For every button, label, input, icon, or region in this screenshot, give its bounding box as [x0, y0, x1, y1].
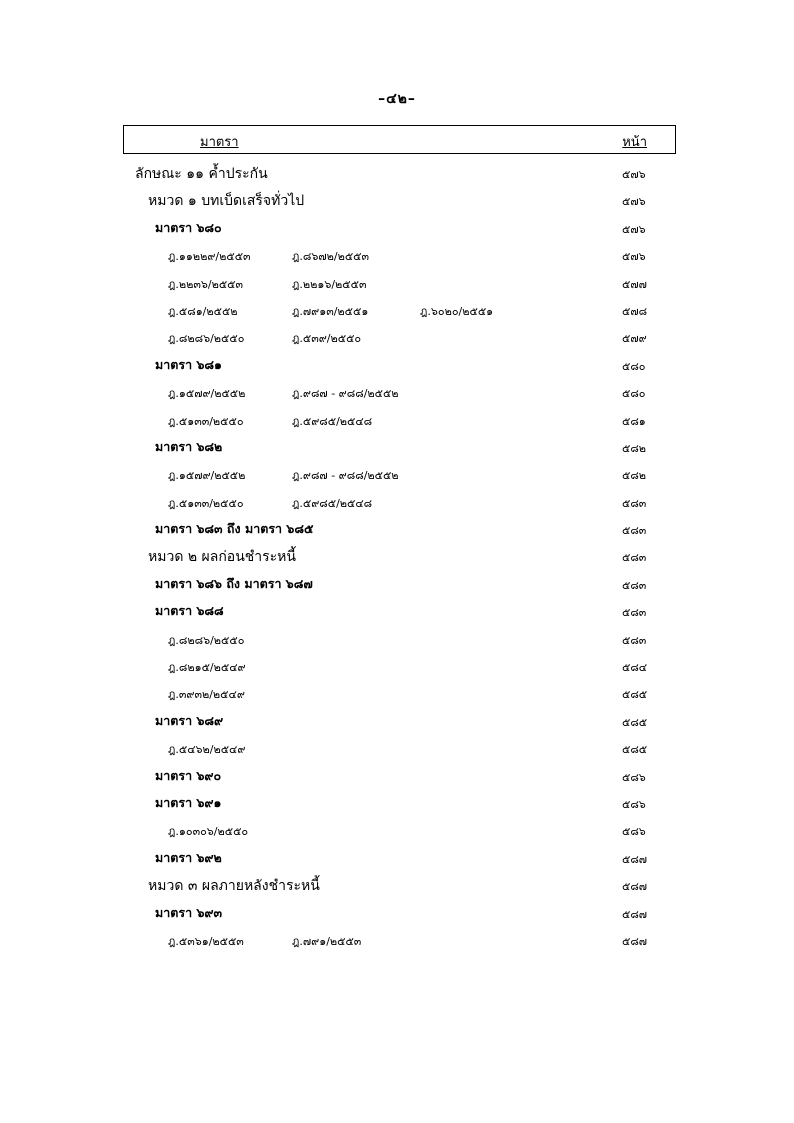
case-citation: ฎ.๖๐๒๐/๒๕๕๑: [420, 304, 494, 318]
toc-entry: [0, 185, 794, 212]
case-citation: ฎ.๕๔๖๒/๒๕๔๙: [168, 743, 246, 757]
toc-entry: [0, 843, 794, 870]
page-ref: ๕๘๒: [622, 469, 647, 483]
toc-entry: [0, 624, 794, 651]
case-citation: ฎ.๓๙๓๒/๒๕๔๙: [168, 688, 245, 702]
page-ref: ๕๘๓: [622, 496, 647, 510]
toc-header: [123, 125, 676, 154]
chapter-heading: หมวด ๒ ผลก่อนชำระหนี้: [148, 549, 296, 566]
page-ref: ๕๘๓: [622, 633, 647, 647]
case-citation: ฎ.๑๕๗๙/๒๕๕๒: [168, 387, 246, 401]
case-citation: ฎ.๒๒๓๖/๒๕๕๓: [168, 277, 244, 291]
page-ref: ๕๘๗: [622, 934, 648, 948]
page-ref: ๕๘๓: [622, 606, 647, 620]
table-of-contents: [0, 158, 794, 952]
page-ref: ๕๘๐: [622, 359, 646, 373]
case-citation: ฎ.๕๙๘๕/๒๕๔๘: [292, 496, 373, 510]
section-heading: มาตรา ๖๘๑: [155, 356, 222, 372]
case-citation: ฎ.๘๒๘๖/๒๕๕๐: [168, 633, 245, 647]
page-ref: ๕๗๖: [622, 222, 646, 236]
page-ref: ๕๘๗: [622, 880, 648, 894]
page-ref: ๕๘๖: [622, 770, 646, 784]
case-citation: ฎ.๕๑๓๓/๒๕๕๐: [168, 496, 244, 510]
toc-entry: [0, 925, 794, 952]
chapter-heading: หมวด ๑ บทเบ็ดเสร็จทั่วไป: [148, 193, 305, 210]
page-ref: ๕๘๒: [622, 441, 647, 455]
page-ref: ๕๘๗: [622, 852, 648, 866]
page-ref: ๕๘๕: [622, 688, 648, 702]
toc-entry: [0, 898, 794, 925]
page-ref: ๕๘๗: [622, 907, 648, 921]
toc-entry: [0, 350, 794, 377]
toc-entry: [0, 706, 794, 733]
case-citation: ฎ.๗๙๑๓/๒๕๕๑: [292, 304, 369, 318]
toc-entry: [0, 678, 794, 705]
case-citation: ฎ.๑๕๗๙/๒๕๕๒: [168, 469, 246, 483]
page-ref: ๕๗๖: [622, 195, 646, 209]
page-ref: ๕๗๙: [622, 332, 647, 346]
toc-entry: [0, 870, 794, 897]
chapter-heading: หมวด ๓ ผลภายหลังชำระหนี้: [148, 878, 320, 895]
case-citation: ฎ.๕๓๙/๒๕๕๐: [292, 332, 362, 346]
toc-entry: [0, 240, 794, 267]
page-ref: ๕๘๓: [622, 551, 647, 565]
section-column-header: มาตรา: [200, 135, 239, 150]
case-citation: ฎ.๑๑๒๒๙/๒๕๕๓: [168, 250, 251, 264]
case-citation: ฎ.๗๙๑/๒๕๕๓: [292, 934, 362, 948]
toc-entry: [0, 377, 794, 404]
section-heading: มาตรา ๖๙๒: [155, 849, 222, 865]
case-citation: ฎ.๕๑๓๓/๒๕๕๐: [168, 414, 244, 428]
toc-entry: [0, 322, 794, 349]
toc-entry: [0, 514, 794, 541]
case-citation: ฎ.๕๙๘๕/๒๕๔๘: [292, 414, 373, 428]
section-heading: มาตรา ๖๘๓ ถึง มาตรา ๖๘๕: [155, 521, 314, 537]
page-ref: ๕๘๓: [622, 524, 647, 538]
case-citation: ฎ.๕๓๖๑/๒๕๕๓: [168, 934, 244, 948]
toc-entry: [0, 459, 794, 486]
page-ref: ๕๘๕: [622, 743, 648, 757]
case-citation: ฎ.๙๘๗ - ๙๘๘/๒๕๕๒: [292, 387, 399, 401]
page-ref: ๕๘๓: [622, 578, 647, 592]
case-citation: ฎ.๒๒๑๖/๒๕๕๓: [292, 277, 367, 291]
toc-entry: [0, 541, 794, 568]
toc-entry: [0, 815, 794, 842]
page-ref: ๕๘๕: [622, 715, 648, 729]
section-heading: มาตรา ๖๙๑: [155, 794, 222, 810]
page-ref: ๕๘๖: [622, 797, 646, 811]
page-ref: ๕๗๖: [622, 168, 646, 181]
toc-entry: [0, 569, 794, 596]
section-heading: มาตรา ๖๘๙: [155, 712, 224, 728]
page-ref: ๕๗๗: [622, 277, 647, 291]
case-citation: ฎ.๘๒๑๕/๒๕๔๙: [168, 661, 246, 675]
case-citation: ฎ.๘๒๘๖/๒๕๕๐: [168, 332, 245, 346]
toc-entry: [0, 761, 794, 788]
page-column-header: หน้า: [622, 135, 647, 150]
toc-entry: [0, 268, 794, 295]
case-citation: ฎ.๑๐๓๐๖/๒๕๕๐: [168, 825, 249, 839]
title-heading: ลักษณะ ๑๑ ค้ำประกัน: [135, 166, 268, 182]
toc-entry: [0, 295, 794, 322]
section-heading: มาตรา ๖๙๐: [155, 767, 222, 783]
page-ref: ๕๘๐: [622, 387, 646, 401]
page-ref: ๕๘๑: [622, 414, 646, 428]
toc-entry: [0, 405, 794, 432]
section-heading: มาตรา ๖๘๐: [155, 219, 222, 235]
toc-entry: [0, 158, 794, 185]
section-heading: มาตรา ๖๘๖ ถึง มาตรา ๖๘๗: [155, 575, 313, 591]
page-ref: ๕๘๔: [622, 661, 648, 675]
toc-entry: [0, 432, 794, 459]
section-heading: มาตรา ๖๙๓: [155, 904, 223, 920]
toc-entry: [0, 213, 794, 240]
page-ref: ๕๘๖: [622, 825, 646, 839]
page-number: –๔๒–: [378, 91, 416, 107]
toc-entry: [0, 651, 794, 678]
toc-entry: [0, 487, 794, 514]
toc-entry: [0, 733, 794, 760]
toc-entry: [0, 596, 794, 623]
page-ref: ๕๗๖: [622, 250, 646, 264]
page-ref: ๕๗๘: [622, 304, 648, 318]
case-citation: ฎ.๙๘๗ - ๙๘๘/๒๕๕๒: [292, 469, 399, 483]
case-citation: ฎ.๕๘๑/๒๕๕๒: [168, 304, 238, 318]
section-heading: มาตรา ๖๘๘: [155, 603, 224, 619]
section-heading: มาตรา ๖๘๒: [155, 438, 223, 454]
case-citation: ฎ.๘๖๗๒/๒๕๕๓: [292, 250, 369, 264]
toc-entry: [0, 788, 794, 815]
